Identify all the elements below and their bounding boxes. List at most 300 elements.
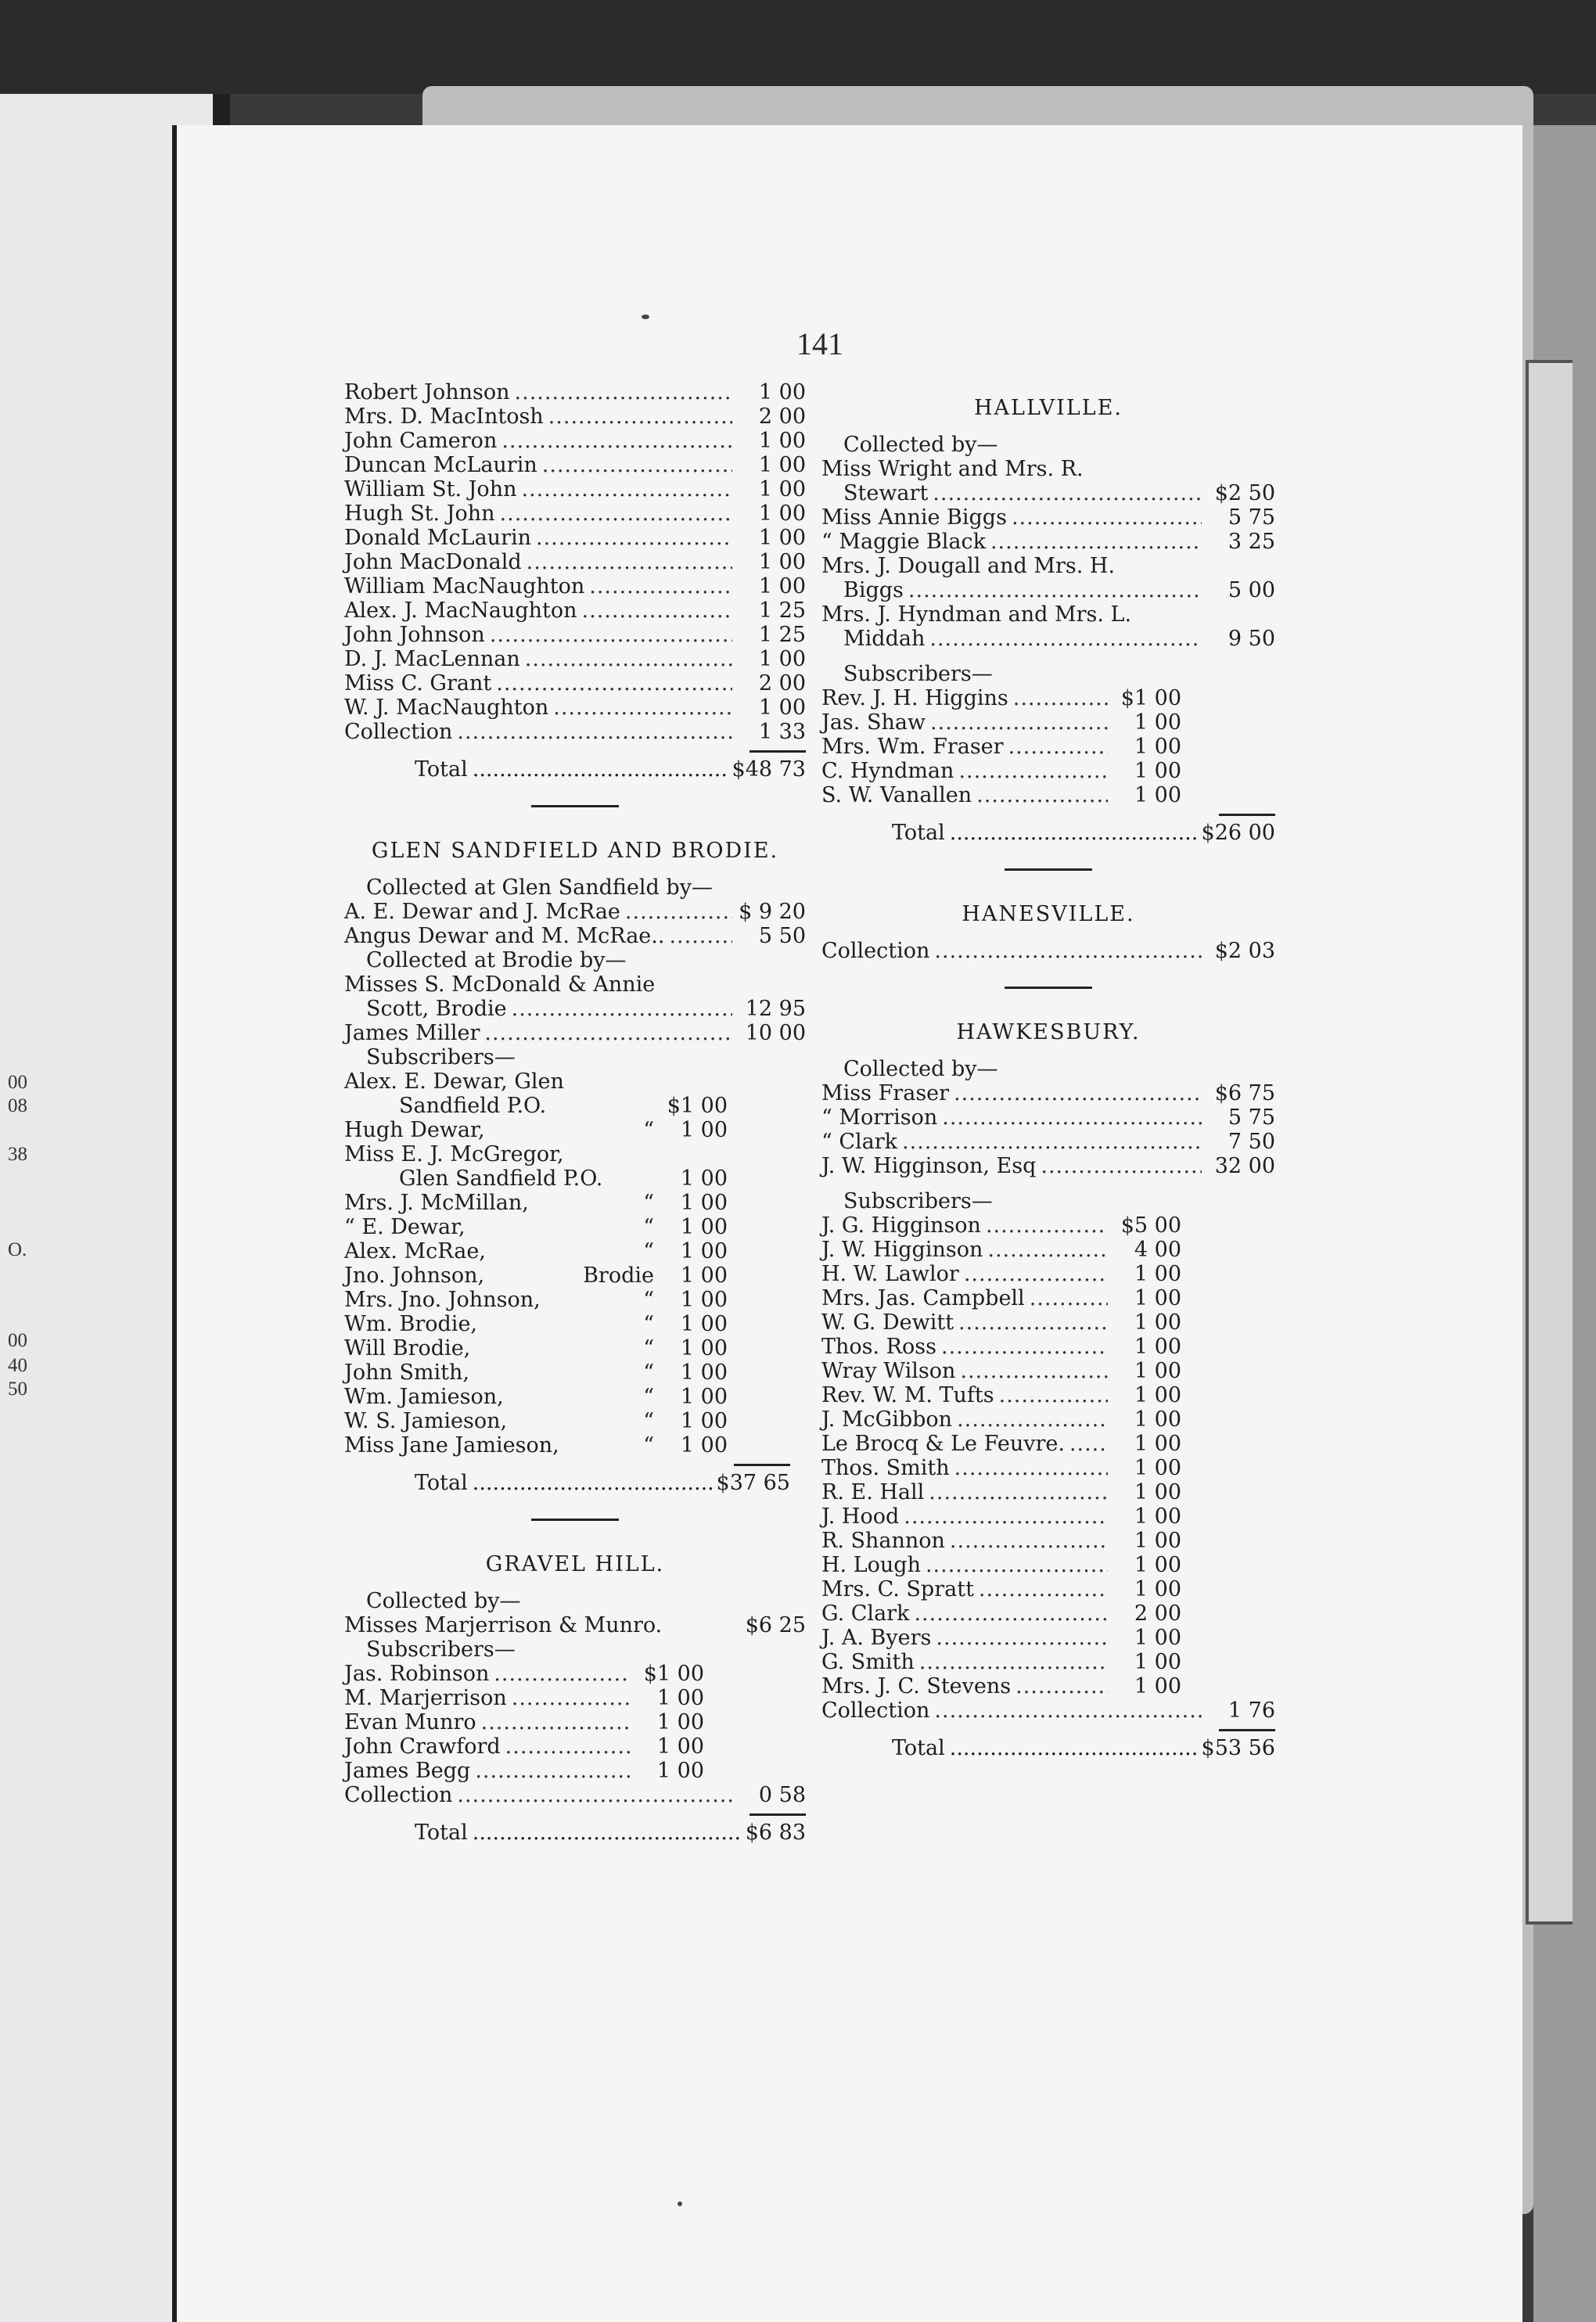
row-amount: $6 75 xyxy=(1214,1081,1275,1105)
leader-dots xyxy=(1069,1432,1108,1456)
row-amount: 4 00 xyxy=(1134,1238,1181,1262)
subscriber-row xyxy=(344,1312,728,1336)
leader-dots xyxy=(527,550,732,574)
total-amount: $53 56 xyxy=(1201,1736,1275,1760)
facing-page-fragment: 08 xyxy=(8,1095,27,1116)
subscriber-row xyxy=(344,380,806,404)
row-name: G. Smith xyxy=(821,1650,915,1674)
subscriber-row xyxy=(821,783,1181,807)
row-name: Miss E. J. McGregor, xyxy=(344,1142,564,1166)
gravel-collection-row xyxy=(344,1783,806,1807)
row-amount: 1 00 xyxy=(656,1686,704,1710)
leader-dots xyxy=(934,939,1202,963)
row-amount: 1 00 xyxy=(1134,1335,1181,1359)
collected-row xyxy=(821,1130,1275,1154)
subscriber-row xyxy=(821,1286,1181,1310)
row-name: Mrs. J. C. Stevens xyxy=(821,1674,1012,1698)
row-amount: $1 00 xyxy=(643,1662,704,1686)
row-amount: 1 00 xyxy=(680,1263,728,1288)
leader-dots xyxy=(589,574,732,598)
leader-dots xyxy=(484,1021,732,1045)
leader-dots xyxy=(1015,1674,1108,1698)
leader-dots xyxy=(904,1504,1108,1529)
row-name: “ Maggie Black xyxy=(821,530,986,554)
row-amount: 2 00 xyxy=(1134,1601,1181,1626)
subscriber-row xyxy=(821,1335,1181,1359)
collected-label: Collected by— xyxy=(843,1057,998,1081)
row-amount: 5 75 xyxy=(1228,1105,1275,1130)
subscriber-row xyxy=(344,574,806,598)
subscriber-row xyxy=(821,686,1181,710)
row-name: Sandfield P.O. xyxy=(399,1094,547,1118)
row-amount: 1 00 xyxy=(1134,1504,1181,1529)
collected-label: Collected by— xyxy=(843,433,998,457)
adjacent-map-edge xyxy=(1526,360,1573,1925)
row-name: Alex. J. MacNaughton xyxy=(344,598,577,623)
subscribers-label: Subscribers— xyxy=(366,1045,516,1069)
row-amount: 1 33 xyxy=(758,720,806,744)
collected-row xyxy=(821,554,1275,578)
subscribers-label: Subscribers— xyxy=(843,662,993,686)
row-place: “ xyxy=(643,1360,654,1385)
total-label: Total xyxy=(415,1471,468,1495)
leader-dots xyxy=(986,1213,1108,1238)
facing-page-fragment: 00 xyxy=(8,1330,27,1351)
subscriber-row xyxy=(344,1215,728,1239)
total-label: Total xyxy=(415,1821,468,1845)
hawkesbury-collection-row xyxy=(821,1698,1275,1723)
row-name: A. E. Dewar and J. McRae xyxy=(344,900,620,924)
subscribers-label: Subscribers— xyxy=(843,1189,993,1213)
row-amount: $2 03 xyxy=(1214,939,1275,963)
subscriber-row xyxy=(821,710,1181,735)
collected-row xyxy=(821,505,1275,530)
leader-dots xyxy=(919,1650,1108,1674)
subscriber-row xyxy=(344,598,806,623)
subscriber-row xyxy=(821,1213,1181,1238)
subscriber-row xyxy=(344,429,806,453)
leader-dots xyxy=(929,627,1202,651)
collected-label: Collected at Brodie by— xyxy=(366,948,627,972)
row-name: Wm. Jamieson, xyxy=(344,1385,504,1409)
row-amount: 1 00 xyxy=(680,1191,728,1215)
row-amount: 1 00 xyxy=(680,1312,728,1336)
row-name: James Begg xyxy=(344,1759,471,1783)
row-name: Will Brodie, xyxy=(344,1336,471,1360)
page-number: 141 xyxy=(796,326,843,361)
subscriber-row xyxy=(344,671,806,696)
leader-dots xyxy=(999,1383,1108,1407)
row-place: “ xyxy=(643,1239,654,1263)
leader-dots xyxy=(950,821,1197,845)
row-amount: 1 00 xyxy=(1134,1286,1181,1310)
row-name: Hugh St. John xyxy=(344,501,495,526)
row-amount: 1 00 xyxy=(1134,1262,1181,1286)
row-amount: 1 25 xyxy=(758,623,806,647)
total-label: Total xyxy=(892,1736,945,1760)
row-amount: 1 76 xyxy=(1228,1698,1275,1723)
sum-rule xyxy=(734,1464,790,1466)
row-amount: 1 00 xyxy=(680,1166,728,1191)
leader-dots xyxy=(481,1710,631,1734)
collected-label: Collected at Glen Sandfield by— xyxy=(366,875,713,900)
leader-dots xyxy=(525,647,732,671)
row-name: John Crawford xyxy=(344,1734,501,1759)
row-amount: 12 95 xyxy=(745,997,806,1021)
row-name: Thos. Ross xyxy=(821,1335,936,1359)
row-name: Wray Wilson xyxy=(821,1359,956,1383)
row-name: Jas. Robinson xyxy=(344,1662,490,1686)
subscriber-row xyxy=(821,1601,1181,1626)
leader-dots xyxy=(521,477,732,501)
leader-dots xyxy=(958,1310,1108,1335)
row-amount: $6 25 xyxy=(745,1613,806,1637)
row-place: “ xyxy=(643,1433,654,1458)
subscriber-row xyxy=(344,1288,728,1312)
left-column xyxy=(344,380,806,1845)
leader-dots xyxy=(473,757,728,782)
row-amount: $2 50 xyxy=(1214,481,1275,505)
row-name: Rev. J. H. Higgins xyxy=(821,686,1008,710)
leader-dots xyxy=(501,429,732,453)
scan-speck xyxy=(678,2202,682,2206)
collected-row xyxy=(821,457,1275,481)
subscriber-row xyxy=(344,1142,806,1166)
collected-row xyxy=(821,1105,1275,1130)
hallville-subscriber-list xyxy=(821,686,1181,807)
leader-dots xyxy=(958,759,1108,783)
row-amount: 1 00 xyxy=(758,501,806,526)
row-name: J. A. Byers xyxy=(821,1626,932,1650)
row-name: W. G. Dewitt xyxy=(821,1310,954,1335)
row-amount: 1 00 xyxy=(1134,759,1181,783)
row-amount: 1 00 xyxy=(680,1409,728,1433)
subscriber-row xyxy=(821,1262,1181,1286)
leader-dots xyxy=(957,1407,1108,1432)
subscriber-row xyxy=(821,1432,1181,1456)
row-name: “ Clark xyxy=(821,1130,898,1154)
row-name: G. Clark xyxy=(821,1601,910,1626)
subscriber-row-cont xyxy=(344,1094,728,1118)
subscriber-row xyxy=(821,1674,1181,1698)
row-amount: 5 50 xyxy=(758,924,806,948)
row-amount: 2 00 xyxy=(758,671,806,696)
leader-dots xyxy=(512,1686,631,1710)
section-heading-hanesville: HANESVILLE. xyxy=(962,902,1135,926)
row-amount: 1 00 xyxy=(680,1215,728,1239)
row-amount: 1 00 xyxy=(758,647,806,671)
subscriber-row xyxy=(344,404,806,429)
leader-dots xyxy=(505,1734,631,1759)
section-heading-hawkesbury: HAWKESBURY. xyxy=(956,1020,1141,1044)
row-name: Alex. E. Dewar, Glen xyxy=(344,1069,564,1094)
leader-dots xyxy=(500,501,732,526)
section-divider xyxy=(1005,987,1092,989)
row-amount: 1 00 xyxy=(758,550,806,574)
row-name: S. W. Vanallen xyxy=(821,783,972,807)
row-name: Miss Annie Biggs xyxy=(821,505,1007,530)
row-amount: 10 00 xyxy=(745,1021,806,1045)
leader-dots xyxy=(929,1480,1108,1504)
row-amount: 1 00 xyxy=(656,1734,704,1759)
leader-dots xyxy=(914,1601,1108,1626)
leader-dots xyxy=(473,1821,741,1845)
row-name: W. J. MacNaughton xyxy=(344,696,549,720)
subscriber-row xyxy=(344,1759,704,1783)
row-place: “ xyxy=(643,1118,654,1142)
sum-rule xyxy=(1219,814,1275,816)
subscriber-row xyxy=(821,1456,1181,1480)
collected-row-cont xyxy=(821,578,1275,602)
leader-dots xyxy=(990,530,1202,554)
row-amount: 1 00 xyxy=(758,574,806,598)
row-amount: 1 00 xyxy=(1134,1432,1181,1456)
row-amount: 1 00 xyxy=(680,1288,728,1312)
leader-dots xyxy=(582,598,732,623)
subscriber-row xyxy=(821,1626,1181,1650)
subscriber-row xyxy=(344,1385,728,1409)
leader-dots xyxy=(490,623,732,647)
row-name: William St. John xyxy=(344,477,517,501)
section-divider xyxy=(1005,868,1092,871)
row-name: Robert Johnson xyxy=(344,380,510,404)
leader-dots xyxy=(512,997,732,1021)
subscriber-row xyxy=(344,1662,704,1686)
leader-dots xyxy=(457,720,732,744)
total-label: Total xyxy=(892,821,945,845)
row-name: J. McGibbon xyxy=(821,1407,953,1432)
collected-row xyxy=(344,924,806,948)
gravel-collected-row xyxy=(344,1613,806,1637)
leader-dots xyxy=(457,1783,732,1807)
leader-dots xyxy=(536,526,732,550)
leader-dots xyxy=(548,404,732,429)
collected-row xyxy=(821,602,1275,627)
row-amount: 1 00 xyxy=(1134,1650,1181,1674)
total-amount: $37 65 xyxy=(716,1471,790,1495)
row-name: Mrs. J. Hyndman and Mrs. L. xyxy=(821,602,1132,627)
row-amount: 1 00 xyxy=(680,1385,728,1409)
row-name: Collection xyxy=(344,1783,453,1807)
leader-dots xyxy=(1008,735,1108,759)
row-name: Mrs. Jno. Johnson, xyxy=(344,1288,541,1312)
row-name: Angus Dewar and M. McRae.. xyxy=(344,924,665,948)
row-name: Misses Marjerrison & Munro. xyxy=(344,1613,663,1637)
subscriber-row xyxy=(344,1409,728,1433)
leader-dots xyxy=(964,1262,1108,1286)
facing-page-fragment: 50 xyxy=(8,1378,27,1400)
row-amount: 1 00 xyxy=(656,1759,704,1783)
gravel-total-row xyxy=(344,1821,806,1845)
leader-dots xyxy=(976,783,1108,807)
leader-dots xyxy=(1013,686,1108,710)
row-name: H. W. Lawlor xyxy=(821,1262,959,1286)
row-name: Scott, Brodie xyxy=(366,997,507,1021)
subscriber-row xyxy=(821,735,1181,759)
leader-dots xyxy=(515,380,732,404)
leader-dots xyxy=(1012,505,1202,530)
subscriber-row xyxy=(821,759,1181,783)
facing-page-fragment: 40 xyxy=(8,1355,27,1376)
row-name: H. Lough xyxy=(821,1553,921,1577)
leader-dots xyxy=(1041,1154,1202,1178)
row-name: Mrs. Wm. Fraser xyxy=(821,735,1004,759)
misses-row-line2 xyxy=(344,997,806,1021)
row-amount: 1 00 xyxy=(1134,1674,1181,1698)
total-amount: $6 83 xyxy=(745,1821,806,1845)
leader-dots xyxy=(542,453,732,477)
row-amount: 3 25 xyxy=(1228,530,1275,554)
row-amount: 1 00 xyxy=(758,429,806,453)
row-place: “ xyxy=(643,1385,654,1409)
leader-dots xyxy=(1030,1286,1108,1310)
section-divider xyxy=(531,805,619,807)
leader-dots xyxy=(950,1529,1108,1553)
leader-dots xyxy=(960,1359,1108,1383)
row-name: James Miller xyxy=(344,1021,480,1045)
row-name: Miss Jane Jamieson, xyxy=(344,1433,559,1458)
row-name: Collection xyxy=(344,720,453,744)
row-amount: 1 00 xyxy=(1134,1407,1181,1432)
row-name: “ Morrison xyxy=(821,1105,938,1130)
row-amount: 1 00 xyxy=(656,1710,704,1734)
leader-dots xyxy=(934,1698,1202,1723)
miller-row xyxy=(344,1021,806,1045)
subscriber-row xyxy=(821,1480,1181,1504)
row-name: John Smith, xyxy=(344,1360,469,1385)
row-name: C. Hyndman xyxy=(821,759,954,783)
row-amount: $ 9 20 xyxy=(739,900,806,924)
subscriber-row-cont xyxy=(344,1166,728,1191)
leader-dots xyxy=(979,1577,1108,1601)
row-name: Mrs. J. Dougall and Mrs. H. xyxy=(821,554,1116,578)
hallville-total-row xyxy=(821,821,1275,845)
leader-dots xyxy=(625,900,732,924)
subscriber-row xyxy=(344,1734,704,1759)
leader-dots xyxy=(473,1471,712,1495)
row-name: Hugh Dewar, xyxy=(344,1118,485,1142)
row-amount: 1 00 xyxy=(680,1239,728,1263)
section-heading-hallville: HALLVILLE. xyxy=(973,396,1123,420)
row-name: John MacDonald xyxy=(344,550,522,574)
row-name: Le Brocq & Le Feuvre. xyxy=(821,1432,1065,1456)
row-amount: 1 00 xyxy=(758,696,806,720)
total-amount: $48 73 xyxy=(732,757,806,782)
collected-row xyxy=(821,1081,1275,1105)
glen-collected-list xyxy=(344,900,806,948)
row-name: W. S. Jamieson, xyxy=(344,1409,508,1433)
row-amount: 1 00 xyxy=(1134,1383,1181,1407)
leader-dots xyxy=(942,1105,1202,1130)
leader-dots xyxy=(902,1130,1202,1154)
scanner-background-top xyxy=(0,0,1596,94)
row-amount: 1 00 xyxy=(1134,1310,1181,1335)
leader-dots xyxy=(987,1238,1108,1262)
leader-dots xyxy=(941,1335,1108,1359)
row-amount: 1 00 xyxy=(1134,1577,1181,1601)
intro-total-row xyxy=(344,757,806,782)
row-amount: 1 00 xyxy=(1134,1529,1181,1553)
row-name: Miss C. Grant xyxy=(344,671,492,696)
subscriber-row xyxy=(344,1069,806,1094)
subscriber-row xyxy=(821,1407,1181,1432)
subscriber-row xyxy=(344,647,806,671)
row-place: “ xyxy=(643,1409,654,1433)
subscriber-row xyxy=(344,1263,728,1288)
row-name: J. W. Higginson, Esq xyxy=(821,1154,1037,1178)
row-name: J. G. Higginson xyxy=(821,1213,981,1238)
gravel-subscriber-list xyxy=(344,1662,704,1783)
subscriber-row xyxy=(344,501,806,526)
subscriber-row xyxy=(344,1239,728,1263)
row-amount: $5 00 xyxy=(1120,1213,1181,1238)
row-amount: 0 58 xyxy=(758,1783,806,1807)
intro-subscriber-list xyxy=(344,380,806,720)
row-amount: $1 00 xyxy=(667,1094,728,1118)
subscriber-row xyxy=(344,1336,728,1360)
row-amount: 1 00 xyxy=(1134,1626,1181,1650)
intro-collection-row xyxy=(344,720,806,744)
glen-total-row xyxy=(344,1471,806,1495)
row-amount: 1 00 xyxy=(680,1336,728,1360)
row-name: Miss Wright and Mrs. R. xyxy=(821,457,1084,481)
subscriber-row xyxy=(344,453,806,477)
row-name: Middah xyxy=(843,627,926,651)
row-amount: 1 00 xyxy=(758,380,806,404)
row-amount: 1 00 xyxy=(758,477,806,501)
row-name: J. W. Higginson xyxy=(821,1238,983,1262)
subscriber-row xyxy=(344,1686,704,1710)
row-name: M. Marjerrison xyxy=(344,1686,507,1710)
subscriber-row xyxy=(344,1191,728,1215)
subscriber-row xyxy=(344,1433,728,1458)
row-name: John Johnson xyxy=(344,623,485,647)
row-name: R. E. Hall xyxy=(821,1480,925,1504)
facing-page-fragment: 38 xyxy=(8,1144,27,1165)
row-amount: 1 00 xyxy=(1134,735,1181,759)
scan-speck xyxy=(642,315,649,319)
row-name: Duncan McLaurin xyxy=(344,453,537,477)
sum-rule xyxy=(1219,1729,1275,1731)
subscriber-row xyxy=(344,623,806,647)
facing-page-fragment: O. xyxy=(8,1239,27,1260)
row-place: “ xyxy=(643,1215,654,1239)
section-divider xyxy=(531,1519,619,1521)
sum-rule xyxy=(749,1813,806,1816)
subscriber-row xyxy=(344,1118,728,1142)
row-amount: 1 25 xyxy=(758,598,806,623)
row-name: William MacNaughton xyxy=(344,574,585,598)
leader-dots xyxy=(930,710,1108,735)
row-amount: 1 00 xyxy=(1134,710,1181,735)
collected-row xyxy=(821,1154,1275,1178)
row-name: Thos. Smith xyxy=(821,1456,950,1480)
subscriber-row xyxy=(821,1504,1181,1529)
subscriber-row xyxy=(821,1383,1181,1407)
subscriber-row xyxy=(821,1238,1181,1262)
collected-row-cont xyxy=(821,627,1275,651)
total-amount: $26 00 xyxy=(1201,821,1275,845)
leader-dots xyxy=(950,1736,1197,1760)
leader-dots xyxy=(494,1662,631,1686)
leader-dots xyxy=(926,1553,1108,1577)
row-name: J. Hood xyxy=(821,1504,900,1529)
leader-dots xyxy=(475,1759,631,1783)
section-heading-glen-sandfield: GLEN SANDFIELD AND BRODIE. xyxy=(371,839,779,863)
subscriber-row xyxy=(344,1710,704,1734)
leader-dots xyxy=(954,1456,1108,1480)
row-place: “ xyxy=(643,1312,654,1336)
